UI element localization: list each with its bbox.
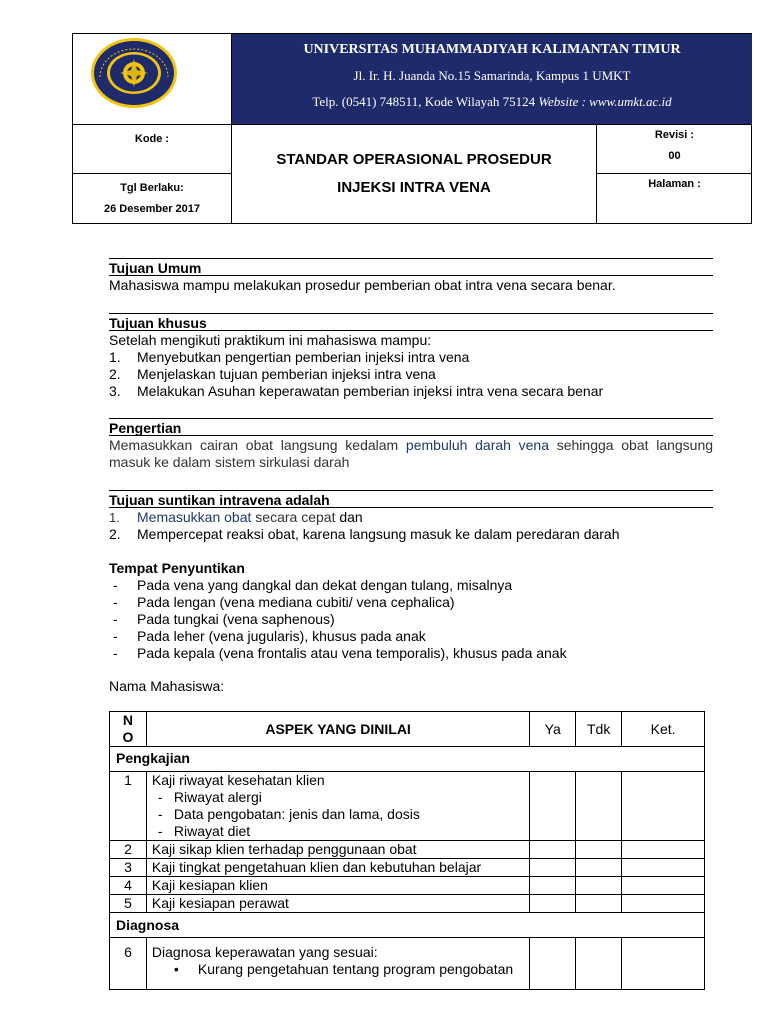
- col-no-header: N O: [110, 712, 147, 747]
- section-text: Memasukkan cairan obat langsung kedalam pembuluh darah vena sehingga obat langsung masuk ke dalam sistem sirkulasi darah: [109, 437, 714, 470]
- row-number: 6: [110, 938, 147, 990]
- list-item: • Kurang pengetahuan tentang program pengobatan: [173, 961, 514, 977]
- section-text: Mahasiswa mampu melakukan prosedur pemberian obat intra vena secara benar.: [109, 277, 616, 293]
- row-number: 3: [110, 859, 147, 877]
- table-row: [110, 841, 705, 859]
- list-item: - Riwayat diet: [157, 823, 251, 839]
- table-row: [110, 895, 705, 913]
- ya-cell[interactable]: [530, 938, 576, 990]
- col-aspek-header: ASPEK YANG DINILAI: [146, 712, 529, 747]
- table-row: [110, 938, 705, 990]
- table-header-row: [110, 712, 705, 747]
- objectives-list: [109, 349, 713, 400]
- tdk-cell[interactable]: [576, 938, 622, 990]
- list-item: - Pada lengan (vena mediana cubiti/ vena cephalica): [113, 594, 455, 610]
- ket-cell[interactable]: [622, 877, 705, 895]
- list-item: - Pada kepala (vena frontalis atau vena temporalis), khusus pada anak: [113, 645, 567, 661]
- site-list: [109, 577, 713, 662]
- university-contact: [232, 94, 752, 110]
- row-aspect: Kaji sikap klien terhadap penggunaan obat: [146, 841, 529, 859]
- row-aspect: Kaji tingkat pengetahuan klien dan kebutuhan belajar: [146, 859, 529, 877]
- list-item: 1. Menyebutkan pengertian pemberian injeksi intra vena: [109, 349, 470, 365]
- document-header: [72, 33, 752, 224]
- section-pengertian: [109, 418, 713, 471]
- ya-cell[interactable]: [530, 895, 576, 913]
- tdk-cell[interactable]: [576, 895, 622, 913]
- document-title: STANDAR OPERASIONAL PROSEDUR: [276, 151, 552, 168]
- list-item: - Pada leher (vena jugularis), khusus pada anak: [113, 628, 426, 644]
- kode-cell: [73, 125, 232, 174]
- purpose-list: [109, 509, 713, 543]
- tdk-cell[interactable]: [576, 877, 622, 895]
- document-title-cell: [232, 125, 597, 224]
- list-item: 3. Melakukan Asuhan keperawatan pemberian injeksi intra vena secara benar: [109, 383, 604, 399]
- section-heading: Tujuan suntikan intravena adalah: [109, 490, 713, 508]
- col-ket-header: Ket.: [622, 712, 705, 747]
- ya-cell[interactable]: [530, 772, 576, 841]
- section-heading: Tujuan Umum: [109, 258, 713, 276]
- halaman-label: Halaman :: [648, 178, 701, 190]
- row-number: 2: [110, 841, 147, 859]
- group-label: Diagnosa: [110, 913, 705, 938]
- purpose-link[interactable]: Memasukkan obat: [137, 509, 252, 525]
- table-row: [110, 772, 705, 841]
- section-tempat: [109, 559, 713, 662]
- university-name: UNIVERSITAS MUHAMMADIYAH KALIMANTAN TIMUR: [303, 42, 681, 57]
- tgl-berlaku-cell: [73, 174, 232, 224]
- ket-cell[interactable]: [622, 895, 705, 913]
- ya-cell[interactable]: [530, 859, 576, 877]
- ya-cell[interactable]: [530, 841, 576, 859]
- tdk-cell[interactable]: [576, 859, 622, 877]
- tdk-cell[interactable]: [576, 841, 622, 859]
- row-aspect: Kaji kesiapan klien: [146, 877, 529, 895]
- kode-label: Kode :: [134, 133, 170, 145]
- tgl-berlaku-value: 26 Desember 2017: [103, 203, 200, 215]
- revisi-cell: [597, 125, 752, 174]
- university-website: Website : www.umkt.ac.id: [538, 94, 672, 109]
- table-group-row: [110, 747, 705, 772]
- row-number: 1: [110, 772, 147, 841]
- list-item: 2. Menjelaskan tujuan pemberian injeksi intra vena: [109, 366, 436, 382]
- col-ya-header: Ya: [530, 712, 576, 747]
- row-number: 5: [110, 895, 147, 913]
- student-name-label: Nama Mahasiswa:: [109, 678, 225, 694]
- table-row: [110, 859, 705, 877]
- group-label: Pengkajian: [110, 747, 705, 772]
- ket-cell[interactable]: [622, 938, 705, 990]
- section-heading: Tujuan khusus: [109, 313, 713, 331]
- section-heading: Pengertian: [109, 418, 713, 436]
- bullet-list: [152, 961, 529, 978]
- table-row: [110, 877, 705, 895]
- ket-cell[interactable]: [622, 841, 705, 859]
- list-item: - Riwayat alergi: [157, 789, 262, 805]
- list-item: 1. Memasukkan obat secara cepat dan: [109, 509, 363, 525]
- list-item: - Data pengobatan: jenis dan lama, dosis: [157, 806, 420, 822]
- section-intro: Setelah mengikuti praktikum ini mahasiswa mampu:: [109, 332, 432, 348]
- section-tujuan-suntikan: [109, 490, 713, 543]
- section-heading: Tempat Penyuntikan: [109, 560, 245, 576]
- ya-cell[interactable]: [530, 877, 576, 895]
- revisi-label: Revisi :: [654, 129, 695, 141]
- halaman-cell: [597, 174, 752, 224]
- tgl-berlaku-label: Tgl Berlaku:: [120, 182, 184, 194]
- ket-cell[interactable]: [622, 772, 705, 841]
- row-number: 4: [110, 877, 147, 895]
- ket-cell[interactable]: [622, 859, 705, 877]
- document-subtitle: INJEKSI INTRA VENA: [337, 179, 491, 196]
- university-banner: [232, 34, 752, 125]
- col-tdk-header: Tdk: [576, 712, 622, 747]
- list-item: - Pada tungkai (vena saphenous): [113, 611, 335, 627]
- university-logo-icon: [90, 37, 178, 109]
- sub-list: [152, 789, 529, 840]
- university-phone: Telp. (0541) 748511, Kode Wilayah 75124: [312, 94, 536, 109]
- section-tujuan-umum: [109, 258, 713, 294]
- logo-cell: [73, 34, 232, 125]
- list-item: - Pada vena yang dangkal dan dekat dengan tulang, misalnya: [113, 577, 513, 593]
- revisi-value: 00: [668, 150, 681, 162]
- section-tujuan-khusus: [109, 313, 713, 400]
- table-group-row: [110, 913, 705, 938]
- definition-link[interactable]: pembuluh darah vena: [405, 437, 549, 453]
- row-aspect: Kaji kesiapan perawat: [146, 895, 529, 913]
- university-address: Jl. Ir. H. Juanda No.15 Samarinda, Kampus 1 UMKT: [353, 68, 631, 83]
- row-aspect: Kaji riwayat kesehatan klien - Riwayat alergi - Data pengobatan: jenis dan lama, dosis - Riwayat diet: [146, 772, 529, 841]
- assessment-table: [109, 711, 705, 990]
- list-item: 2. Mempercepat reaksi obat, karena langsung masuk ke dalam peredaran darah: [109, 526, 620, 542]
- tdk-cell[interactable]: [576, 772, 622, 841]
- row-aspect: Diagnosa keperawatan yang sesuai: • Kurang pengetahuan tentang program pengobatan: [146, 938, 529, 990]
